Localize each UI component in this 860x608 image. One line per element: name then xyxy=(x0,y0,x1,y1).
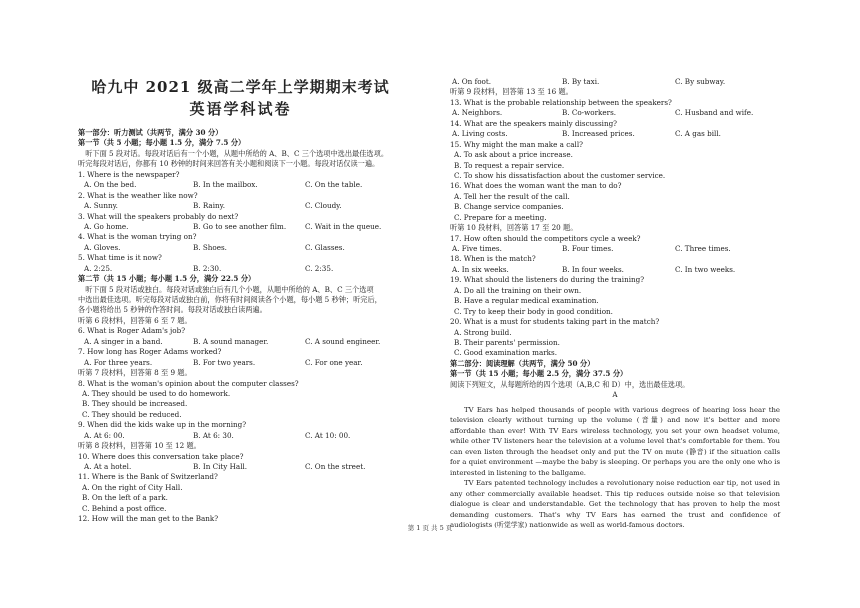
answer-option: A. On the bed. xyxy=(84,180,137,190)
answer-option: A. Gloves. xyxy=(84,242,121,252)
text-line: A. Tell her the result of the call. xyxy=(454,191,570,201)
answer-options-row xyxy=(78,358,403,368)
text-line: 听第 7 段材料，回答第 8 至 9 题。 xyxy=(78,368,192,378)
text-line: 16. What does the woman want the man to do? xyxy=(450,181,622,191)
answer-option: C. 2:35. xyxy=(305,263,334,273)
text-line: B. Change service companies. xyxy=(454,202,564,212)
answer-option: B. Four times. xyxy=(562,244,614,253)
answer-option: C. A sound engineer. xyxy=(305,336,381,346)
text-line: 听第 6 段材料，回答第 6 至 7 题。 xyxy=(78,315,192,325)
answer-option: B. In City Hall. xyxy=(193,462,248,471)
text-line: A. Strong build. xyxy=(454,327,512,337)
text-line: 18. When is the match? xyxy=(450,254,536,264)
section-heading: 第一节（共 15 小题；每小题 2.5 分，满分 37.5 分） xyxy=(450,369,628,379)
answer-option: C. Wait in the queue. xyxy=(305,221,382,231)
text-line: B. To request a repair service. xyxy=(454,160,565,170)
answer-option: A. Five times. xyxy=(452,244,502,253)
text-line: 8. What is the woman's opinion about the computer classes? xyxy=(78,378,299,388)
answer-options-row xyxy=(78,462,403,472)
text-line: C. They should be reduced. xyxy=(82,409,182,419)
answer-options-row xyxy=(78,431,403,441)
passage-paragraph: TV Ears patented technology includes a revolutionary noise reduction ear tip, not used in any other commercially available headset. This tip reduces outside noise so that television dialogue is clear and understandable. Get the technology that has proven to help the most demanding customers. That's why TV Ears has earned the trust and confidence of audiologists (听觉学家) nationwide as well as world-famous doctors. xyxy=(450,479,780,529)
answer-option: A. Sunny. xyxy=(84,201,118,211)
answer-option: B. A sound manager. xyxy=(193,336,269,346)
text-line: 13. What is the probable relationship between the speakers? xyxy=(450,97,672,107)
text-line: B. On the left of a park. xyxy=(82,493,168,503)
text-line: 6. What is Roger Adam's job? xyxy=(78,326,186,336)
text-line: C. Good examination marks. xyxy=(454,348,558,358)
answer-option: B. At 6: 30. xyxy=(193,430,234,440)
text-line: 听下面 5 段对话或独白。每段对话或独白后有几个小题，从题中所给的 A、B、C 三个选项 xyxy=(78,284,374,294)
answer-option: B. Go to see another film. xyxy=(193,221,287,231)
section-heading: 第一节（共 5 小题；每小题 1.5 分，满分 7.5 分） xyxy=(78,138,246,148)
answer-option: B. By taxi. xyxy=(562,77,600,86)
answer-option: B. 2:30. xyxy=(193,263,222,273)
text-line: 4. What is the woman trying on? xyxy=(78,232,197,242)
text-line: C. To show his dissatisfaction about the customer service. xyxy=(454,170,666,180)
answer-option: A. Neighbors. xyxy=(452,108,503,118)
answer-options-row xyxy=(450,77,780,87)
listening-and-reading-section xyxy=(450,77,780,401)
text-line: 9. When did the kids wake up in the morning? xyxy=(78,420,247,430)
answer-option: C. Cloudy. xyxy=(305,201,342,211)
section-heading: 第二节（共 15 小题；每小题 1.5 分，满分 22.5 分） xyxy=(78,274,256,284)
answer-option: A. In six weeks. xyxy=(452,264,509,274)
answer-option: C. By subway. xyxy=(675,77,726,86)
text-line: 1. Where is the newspaper? xyxy=(78,169,180,179)
text-line: 听第 9 段材料，回答第 13 至 16 题。 xyxy=(450,87,573,97)
answer-options-row xyxy=(450,129,780,139)
answer-option: B. Shoes. xyxy=(193,242,227,252)
answer-option: C. Husband and wife. xyxy=(675,108,754,118)
answer-option: C. At 10: 00. xyxy=(305,430,351,440)
answer-option: A. A singer in a band. xyxy=(84,336,163,346)
text-line: 阅读下列短文，从每题所给的四个选项（A,B,C 和 D）中，选出最佳选项。 xyxy=(450,379,690,389)
answer-options-row xyxy=(78,180,403,190)
text-line: B. Have a regular medical examination. xyxy=(454,296,599,306)
section-heading: 第二部分：阅读理解（共两节，满分 50 分） xyxy=(450,358,595,368)
answer-option: C. For one year. xyxy=(305,357,363,367)
text-line: A. They should be used to do homework. xyxy=(82,388,231,398)
text-line: B. They should be increased. xyxy=(82,399,188,409)
text-line: 听完每段对话后，你都有 10 秒钟的时间来回答有关小题和阅读下一小题。每段对话仅读一遍。 xyxy=(78,159,380,169)
text-line: 听第 10 段材料，回答第 17 至 20 题。 xyxy=(450,223,578,233)
answer-options-row xyxy=(78,337,403,347)
answer-options-row xyxy=(78,201,403,211)
answer-option: C. A gas bill. xyxy=(675,129,721,139)
answer-option: A. On foot. xyxy=(452,77,492,86)
answer-option: A. For three years. xyxy=(84,357,153,367)
text-line: B. Their parents' permission. xyxy=(454,337,560,347)
text-line: 听第 8 段材料，回答第 10 至 12 题。 xyxy=(78,441,201,451)
text-line: A. On the right of City Hall. xyxy=(82,482,183,492)
text-line: 15. Why might the man make a call? xyxy=(450,139,583,149)
reading-passage-a xyxy=(450,405,780,530)
answer-option: A. At a hotel. xyxy=(84,462,132,471)
text-line: 20. What is a must for students taking part in the match? xyxy=(450,317,660,327)
answer-options-row xyxy=(450,244,780,254)
answer-option: B. In four weeks. xyxy=(562,264,624,274)
text-line: C. Behind a post office. xyxy=(82,503,167,513)
text-line: C. Try to keep their body in good condition. xyxy=(454,306,613,316)
text-line: 各小题将给出 5 秒钟的作答时间。每段对话或独白读两遍。 xyxy=(78,305,267,315)
text-line: 17. How often should the competitors cycle a week? xyxy=(450,233,641,243)
answer-option: B. Increased prices. xyxy=(562,129,635,139)
answer-option: A. At 6: 00. xyxy=(84,430,125,440)
answer-option: A. Living costs. xyxy=(452,129,508,139)
passage-paragraph: TV Ears has helped thousands of people with various degrees of hearing loss hear the television clearly without turning up the volume (音量) and now it's better and more affordable than ever! With TV Ears wireless technology, you set your own headset volume, while other TV listeners hear the television at a volume level that's comfortable for them. You can even listen through the headset only and put the TV on mute (静音) if the situation calls for a quiet environment —maybe the baby is sleeping. Or perhaps you are the only one who is interested in listening to the ballgame. xyxy=(450,406,780,477)
text-line: 5. What time is it now? xyxy=(78,253,162,263)
answer-option: C. Three times. xyxy=(675,244,731,253)
answer-option: C. On the street. xyxy=(305,462,366,471)
text-line: 10. Where does this conversation take place? xyxy=(78,451,244,461)
answer-options-row xyxy=(450,265,780,275)
page-footer: 第 1 页 共 5 页 xyxy=(407,524,453,532)
text-line: 2. What is the weather like now? xyxy=(78,190,198,200)
answer-options-row xyxy=(78,222,403,232)
answer-option: C. In two weeks. xyxy=(675,264,736,274)
answer-option: B. For two years. xyxy=(193,357,256,367)
listening-section xyxy=(78,128,403,525)
text-line: A xyxy=(612,390,618,400)
exam-subtitle: 英语学科试卷 xyxy=(189,100,292,118)
section-heading: 第一部分：听力测试（共两节，满分 30 分） xyxy=(78,128,223,137)
answer-option: A. 2:25. xyxy=(84,263,113,273)
text-line: 19. What should the listeners do during the training? xyxy=(450,275,645,285)
text-line: 3. What will the speakers probably do next? xyxy=(78,211,239,221)
answer-option: B. Rainy. xyxy=(193,201,226,211)
text-line: A. Do all the training on their own. xyxy=(454,285,582,295)
answer-option: B. Co-workers. xyxy=(562,108,617,118)
text-line: 14. What are the speakers mainly discussing? xyxy=(450,118,618,128)
text-line: 12. How will the man get to the Bank? xyxy=(78,514,219,524)
exam-title: 哈九中 2021 级高二学年上学期期末考试 xyxy=(91,78,390,96)
text-line: 7. How long has Roger Adams worked? xyxy=(78,347,222,357)
answer-options-row xyxy=(78,243,403,253)
text-line: 11. Where is the Bank of Switzerland? xyxy=(78,472,218,482)
answer-option: C. On the table. xyxy=(305,180,363,190)
text-line: 中选出最佳选项。听完每段对话或独白前，你将有时间阅读各个小题，每小题 5 秒钟；听完后， xyxy=(78,295,382,304)
text-line: A. To ask about a price increase. xyxy=(454,150,573,160)
answer-option: A. Go home. xyxy=(84,221,129,231)
answer-option: B. In the mailbox. xyxy=(193,180,258,190)
text-line: 听下面 5 段对话。每段对话后有一个小题，从题中所给的 A、B、C 三个选项中选出最佳选项。 xyxy=(78,148,389,158)
answer-options-row xyxy=(450,108,780,118)
answer-options-row xyxy=(78,264,403,274)
text-line: C. Prepare for a meeting. xyxy=(454,212,547,222)
answer-option: C. Glasses. xyxy=(305,242,345,252)
